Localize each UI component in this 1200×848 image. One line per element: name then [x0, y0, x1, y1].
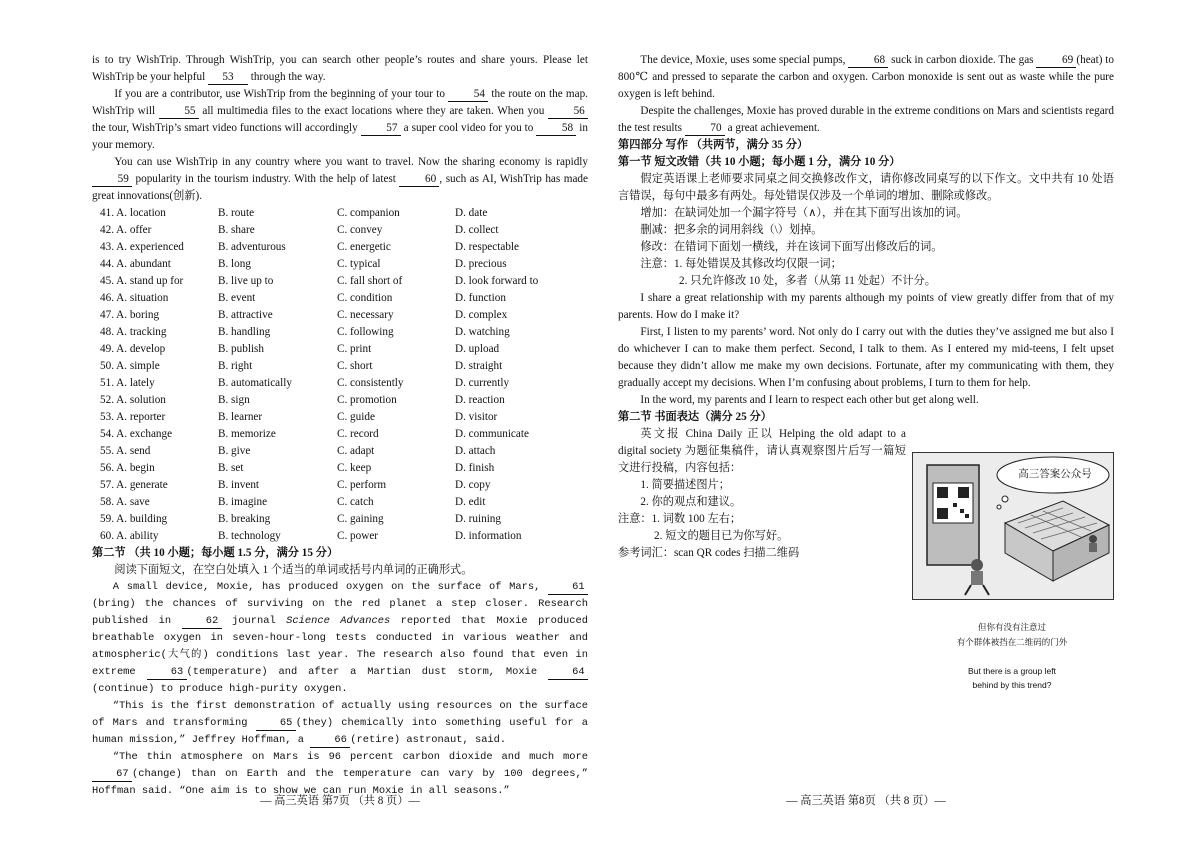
option-cell: B. give — [218, 445, 251, 457]
option-row — [100, 290, 588, 307]
caption-en-2: behind by this trend? — [972, 680, 1052, 690]
cartoon-illustration — [912, 452, 1114, 600]
option-cell: D. communicate — [455, 428, 529, 440]
option-cell: B. handling — [218, 326, 271, 338]
blank-66: 66 — [310, 734, 350, 748]
blank-58: 58 — [536, 122, 576, 136]
option-cell: 56. A. begin — [100, 462, 155, 474]
option-cell: 48. A. tracking — [100, 326, 167, 338]
option-cell: 59. A. building — [100, 513, 168, 525]
blank-64: 64 — [548, 666, 588, 680]
option-cell: D. upload — [455, 343, 500, 355]
section2-title: 第二节 （共 10 小题；每小题 1.5 分，满分 15 分） — [92, 547, 339, 559]
option-row — [100, 443, 588, 460]
option-row — [100, 409, 588, 426]
option-cell: B. set — [218, 462, 244, 474]
option-cell: 47. A. boring — [100, 309, 160, 321]
option-row — [100, 324, 588, 341]
option-row — [100, 511, 588, 528]
caption-cn-2: 有个群体被挡在二维码的门外 — [956, 637, 1068, 647]
option-cell: D. watching — [455, 326, 510, 338]
writing-item-2: 2. 你的观点和建议。 — [640, 496, 742, 508]
option-cell: D. attach — [455, 445, 496, 457]
option-cell: B. long — [218, 258, 251, 270]
note-2: 2. 只允许修改 10 处，多者（从第 11 处起）不计分。 — [679, 275, 936, 287]
option-cell: 45. A. stand up for — [100, 275, 184, 287]
paragraph-p3: You can use WishTrip in any country where you want to travel. Now the sharing economy is rapidly 59 popularity in the tourism industry. With the help of latest 60 , such as AI, WishTrip has made great innovations(创新). — [92, 156, 588, 202]
blank-54: 54 — [448, 88, 488, 102]
blank-62: 62 — [182, 615, 222, 629]
passage-para-3: “The thin atmosphere on Mars is 96 percent carbon dioxide and much more 67 (change) than on Earth and the temperature can vary by 100 degrees,” Hoffman said. “One aim is to show we can run Moxie in all seasons.” — [92, 751, 588, 797]
option-row — [100, 222, 588, 239]
option-cell: B. adventurous — [218, 241, 286, 253]
blank-59: 59 — [92, 173, 132, 187]
option-cell: C. condition — [337, 292, 393, 304]
writing-item-1: 1. 简要描述图片； — [640, 479, 730, 491]
writing-note-2: 2. 短文的题目已为你写好。 — [654, 530, 789, 542]
section2-writing-title: 第二节 书面表达（满分 25 分） — [618, 411, 772, 423]
option-cell: C. typical — [337, 258, 381, 270]
option-cell: B. memorize — [218, 428, 276, 440]
option-cell: D. visitor — [455, 411, 498, 423]
option-cell: 52. A. solution — [100, 394, 166, 406]
blank-67: 67 — [92, 768, 132, 782]
instruction-modify: 修改：在错词下面划一横线，并在该词下面写出修改后的词。 — [640, 241, 943, 253]
option-cell: 55. A. send — [100, 445, 151, 457]
option-cell: B. attractive — [218, 309, 273, 321]
option-cell: B. invent — [218, 479, 260, 491]
option-cell: D. respectable — [455, 241, 519, 253]
option-cell: D. finish — [455, 462, 495, 474]
option-cell: 60. A. ability — [100, 530, 159, 542]
option-row — [100, 426, 588, 443]
section1-title: 第一节 短文改错（共 10 小题；每小题 1 分，满分 10 分） — [618, 156, 901, 168]
option-cell: B. automatically — [218, 377, 292, 389]
option-cell: B. right — [218, 360, 253, 372]
option-cell: D. straight — [455, 360, 503, 372]
caption-cn-1: 但你有没有注意过 — [977, 622, 1046, 632]
option-row — [100, 460, 588, 477]
option-cell: D. ruining — [455, 513, 501, 525]
option-cell: D. copy — [455, 479, 491, 491]
passage-para-1: A small device, Moxie, has produced oxygen on the surface of Mars, 61(bring) the chances of surviving on the red planet a step closer. Research published in 62 journal Science Advances reported that Moxie produced breathable oxygen in seven-hour-long tests conducted in various weather and atmospheric(大气的) conditions last year. The research also found that even in extreme 63 (temperature) and after a Martian dust storm, Moxie 64(continue) to produce high-purity oxygen. — [92, 581, 588, 695]
option-cell: 51. A. lately — [100, 377, 155, 389]
option-cell: B. publish — [218, 343, 265, 355]
option-row — [100, 273, 588, 290]
essay-para-2: First, I listen to my parents’ word. Not only do I carry out with the duties they’ve assigned me but also I do whichever I can to make them perfect. Second, I talk to them. As I entered my mid-teens, I felt upset because they didn’t allow me make my own decisions. Fortunate, after my communicating with them, they gradually accept my decisions. When I’m confusing about problems, I turn to them for help. — [618, 326, 1114, 389]
blank-56: 56 — [548, 105, 588, 119]
option-cell: 53. A. reporter — [100, 411, 166, 423]
option-row — [100, 205, 588, 222]
option-cell: C. consistently — [337, 377, 404, 389]
caption-en-1: But there is a group left — [968, 666, 1056, 676]
option-cell: B. sign — [218, 394, 250, 406]
blank-65: 65 — [256, 717, 296, 731]
option-cell: 58. A. save — [100, 496, 150, 508]
option-cell: B. technology — [218, 530, 281, 542]
option-cell: C. promotion — [337, 394, 397, 406]
option-cell: C. necessary — [337, 309, 394, 321]
option-row — [100, 494, 588, 511]
option-cell: D. currently — [455, 377, 510, 389]
essay-para-3: In the word, my parents and I learn to respect each other but get along well. — [640, 394, 979, 406]
footer-page-7: — 高三英语 第7页 （共 8 页）— — [260, 795, 420, 807]
note-1: 注意：1. 每处错误及其修改均仅限一词； — [640, 258, 842, 270]
option-cell: D. information — [455, 530, 522, 542]
paragraph-p2: If you are a contributor, use WishTrip from the beginning of your tour to 54 the route on the map. WishTrip will 55 all multimedia files to the exact locations where they are taken. When you 56 the tour, WishTrip’s smart video functions will accordingly 57 a super cool video for you to 58 in your memory. — [92, 88, 589, 151]
left-column — [92, 52, 588, 800]
option-cell: D. date — [455, 207, 488, 219]
part4-title: 第四部分 写作 （共两节，满分 35 分） — [618, 139, 809, 151]
option-cell: B. route — [218, 207, 255, 219]
option-cell: B. event — [218, 292, 256, 304]
option-cell: C. record — [337, 428, 379, 440]
blank-61: 61 — [548, 581, 588, 595]
option-cell: C. print — [337, 343, 372, 355]
option-row — [100, 392, 588, 409]
option-cell: C. companion — [337, 207, 400, 219]
blank-60: 60 — [399, 173, 439, 187]
writing-instructions: 英文报 China Daily 正以 Helping the old adapt to a digital society 为题征集稿件，请认真观察图片后写一篇短文进行投稿，内容包括： — [618, 428, 906, 474]
instruction-delete: 删减：把多余的词用斜线（\）划掉。 — [640, 224, 823, 236]
option-cell: C. short — [337, 360, 373, 372]
option-cell: C. gaining — [337, 513, 384, 525]
blank-63: 63 — [147, 666, 187, 680]
option-row — [100, 307, 588, 324]
option-cell: D. edit — [455, 496, 486, 508]
blank-55: 55 — [159, 105, 199, 119]
option-cell: B. imagine — [218, 496, 268, 508]
option-cell: 57. A. generate — [100, 479, 168, 491]
paragraph-p1: is to try WishTrip. Through WishTrip, you can search other people’s routes and share yours. Please let WishTrip be your helpful 53 through the way. — [92, 54, 588, 83]
option-cell: D. complex — [455, 309, 508, 321]
writing-vocab: 参考词汇：scan QR codes 扫描二维码 — [618, 547, 800, 559]
option-row — [100, 239, 588, 256]
option-cell: C. perform — [337, 479, 387, 491]
journal-name: Science Advances — [286, 615, 391, 627]
writing-note-1: 注意：1. 词数 100 左右； — [618, 513, 742, 525]
blank-53: 53 — [208, 71, 248, 85]
option-cell: 41. A. location — [100, 207, 166, 219]
blank-70: 70 — [685, 122, 725, 136]
essay-para-1: I share a great relationship with my parents although my points of view greatly differ from that of my parents. How do I make it? — [618, 292, 1114, 321]
section1-instructions: 假定英语课上老师要求同桌之间交换修改作文，请你修改同桌写的以下作文。文中共有 10 处语言错误，每句中最多有两处。每处错误仅涉及一个单词的增加、删除或修改。 — [618, 173, 1114, 202]
option-cell: C. power — [337, 530, 379, 542]
blank-69: 69 — [1036, 54, 1076, 68]
option-cell: C. energetic — [337, 241, 391, 253]
option-cell: B. share — [218, 224, 255, 236]
option-cell: D. look forward to — [455, 275, 539, 287]
option-row — [100, 528, 588, 545]
option-cell: C. fall short of — [337, 275, 403, 287]
instruction-add: 增加：在缺词处加一个漏字符号（∧），并在其下面写出该加的词。 — [640, 207, 968, 219]
option-row — [100, 341, 588, 358]
option-cell: D. reaction — [455, 394, 505, 406]
blank-68: 68 — [848, 54, 888, 68]
option-cell: 43. A. experienced — [100, 241, 184, 253]
option-cell: C. adapt — [337, 445, 375, 457]
option-cell: B. breaking — [218, 513, 271, 525]
option-cell: C. keep — [337, 462, 372, 474]
figure-bubble-text: 高三答案公众号 — [1018, 468, 1092, 480]
option-cell: 44. A. abundant — [100, 258, 171, 270]
option-cell: 54. A. exchange — [100, 428, 173, 440]
passage-para-2: “This is the first demonstration of actually using resources on the surface of Mars and transforming 65 (they) chemically into something useful for a human mission,” Jeffrey Hoffman, a 66 (retire) astronaut, said. — [92, 700, 589, 746]
option-cell: C. guide — [337, 411, 375, 423]
option-cell: B. live up to — [218, 275, 274, 287]
footer-page-8: — 高三英语 第8页 （共 8 页）— — [786, 795, 946, 807]
passage-para-5: Despite the challenges, Moxie has proved durable in the extreme conditions on Mars and scientists regard the test results 70 a great achievement. — [618, 105, 1114, 134]
option-row — [100, 256, 588, 273]
option-cell: C. following — [337, 326, 394, 338]
option-row — [100, 477, 588, 494]
options-list — [100, 205, 588, 545]
option-cell: 50. A. simple — [100, 360, 160, 372]
blank-57: 57 — [361, 122, 401, 136]
option-row — [100, 358, 588, 375]
option-cell: D. collect — [455, 224, 499, 236]
option-cell: 42. A. offer — [100, 224, 152, 236]
option-cell: 46. A. situation — [100, 292, 169, 304]
option-cell: B. learner — [218, 411, 263, 423]
option-cell: D. precious — [455, 258, 507, 270]
option-cell: C. catch — [337, 496, 374, 508]
section2-instructions: 阅读下面短文，在空白处填入 1 个适当的单词或括号内单词的正确形式。 — [114, 564, 473, 576]
option-cell: C. convey — [337, 224, 383, 236]
passage-para-4: The device, Moxie, uses some special pumps, 68 suck in carbon dioxide. The gas 69 (heat) to 800℃ and pressed to separate the carbon and oxygen. Carbon monoxide is sent out as waste while the pure oxygen is left behind. — [618, 54, 1115, 100]
option-row — [100, 375, 588, 392]
option-cell: 49. A. develop — [100, 343, 166, 355]
option-cell: D. function — [455, 292, 506, 304]
